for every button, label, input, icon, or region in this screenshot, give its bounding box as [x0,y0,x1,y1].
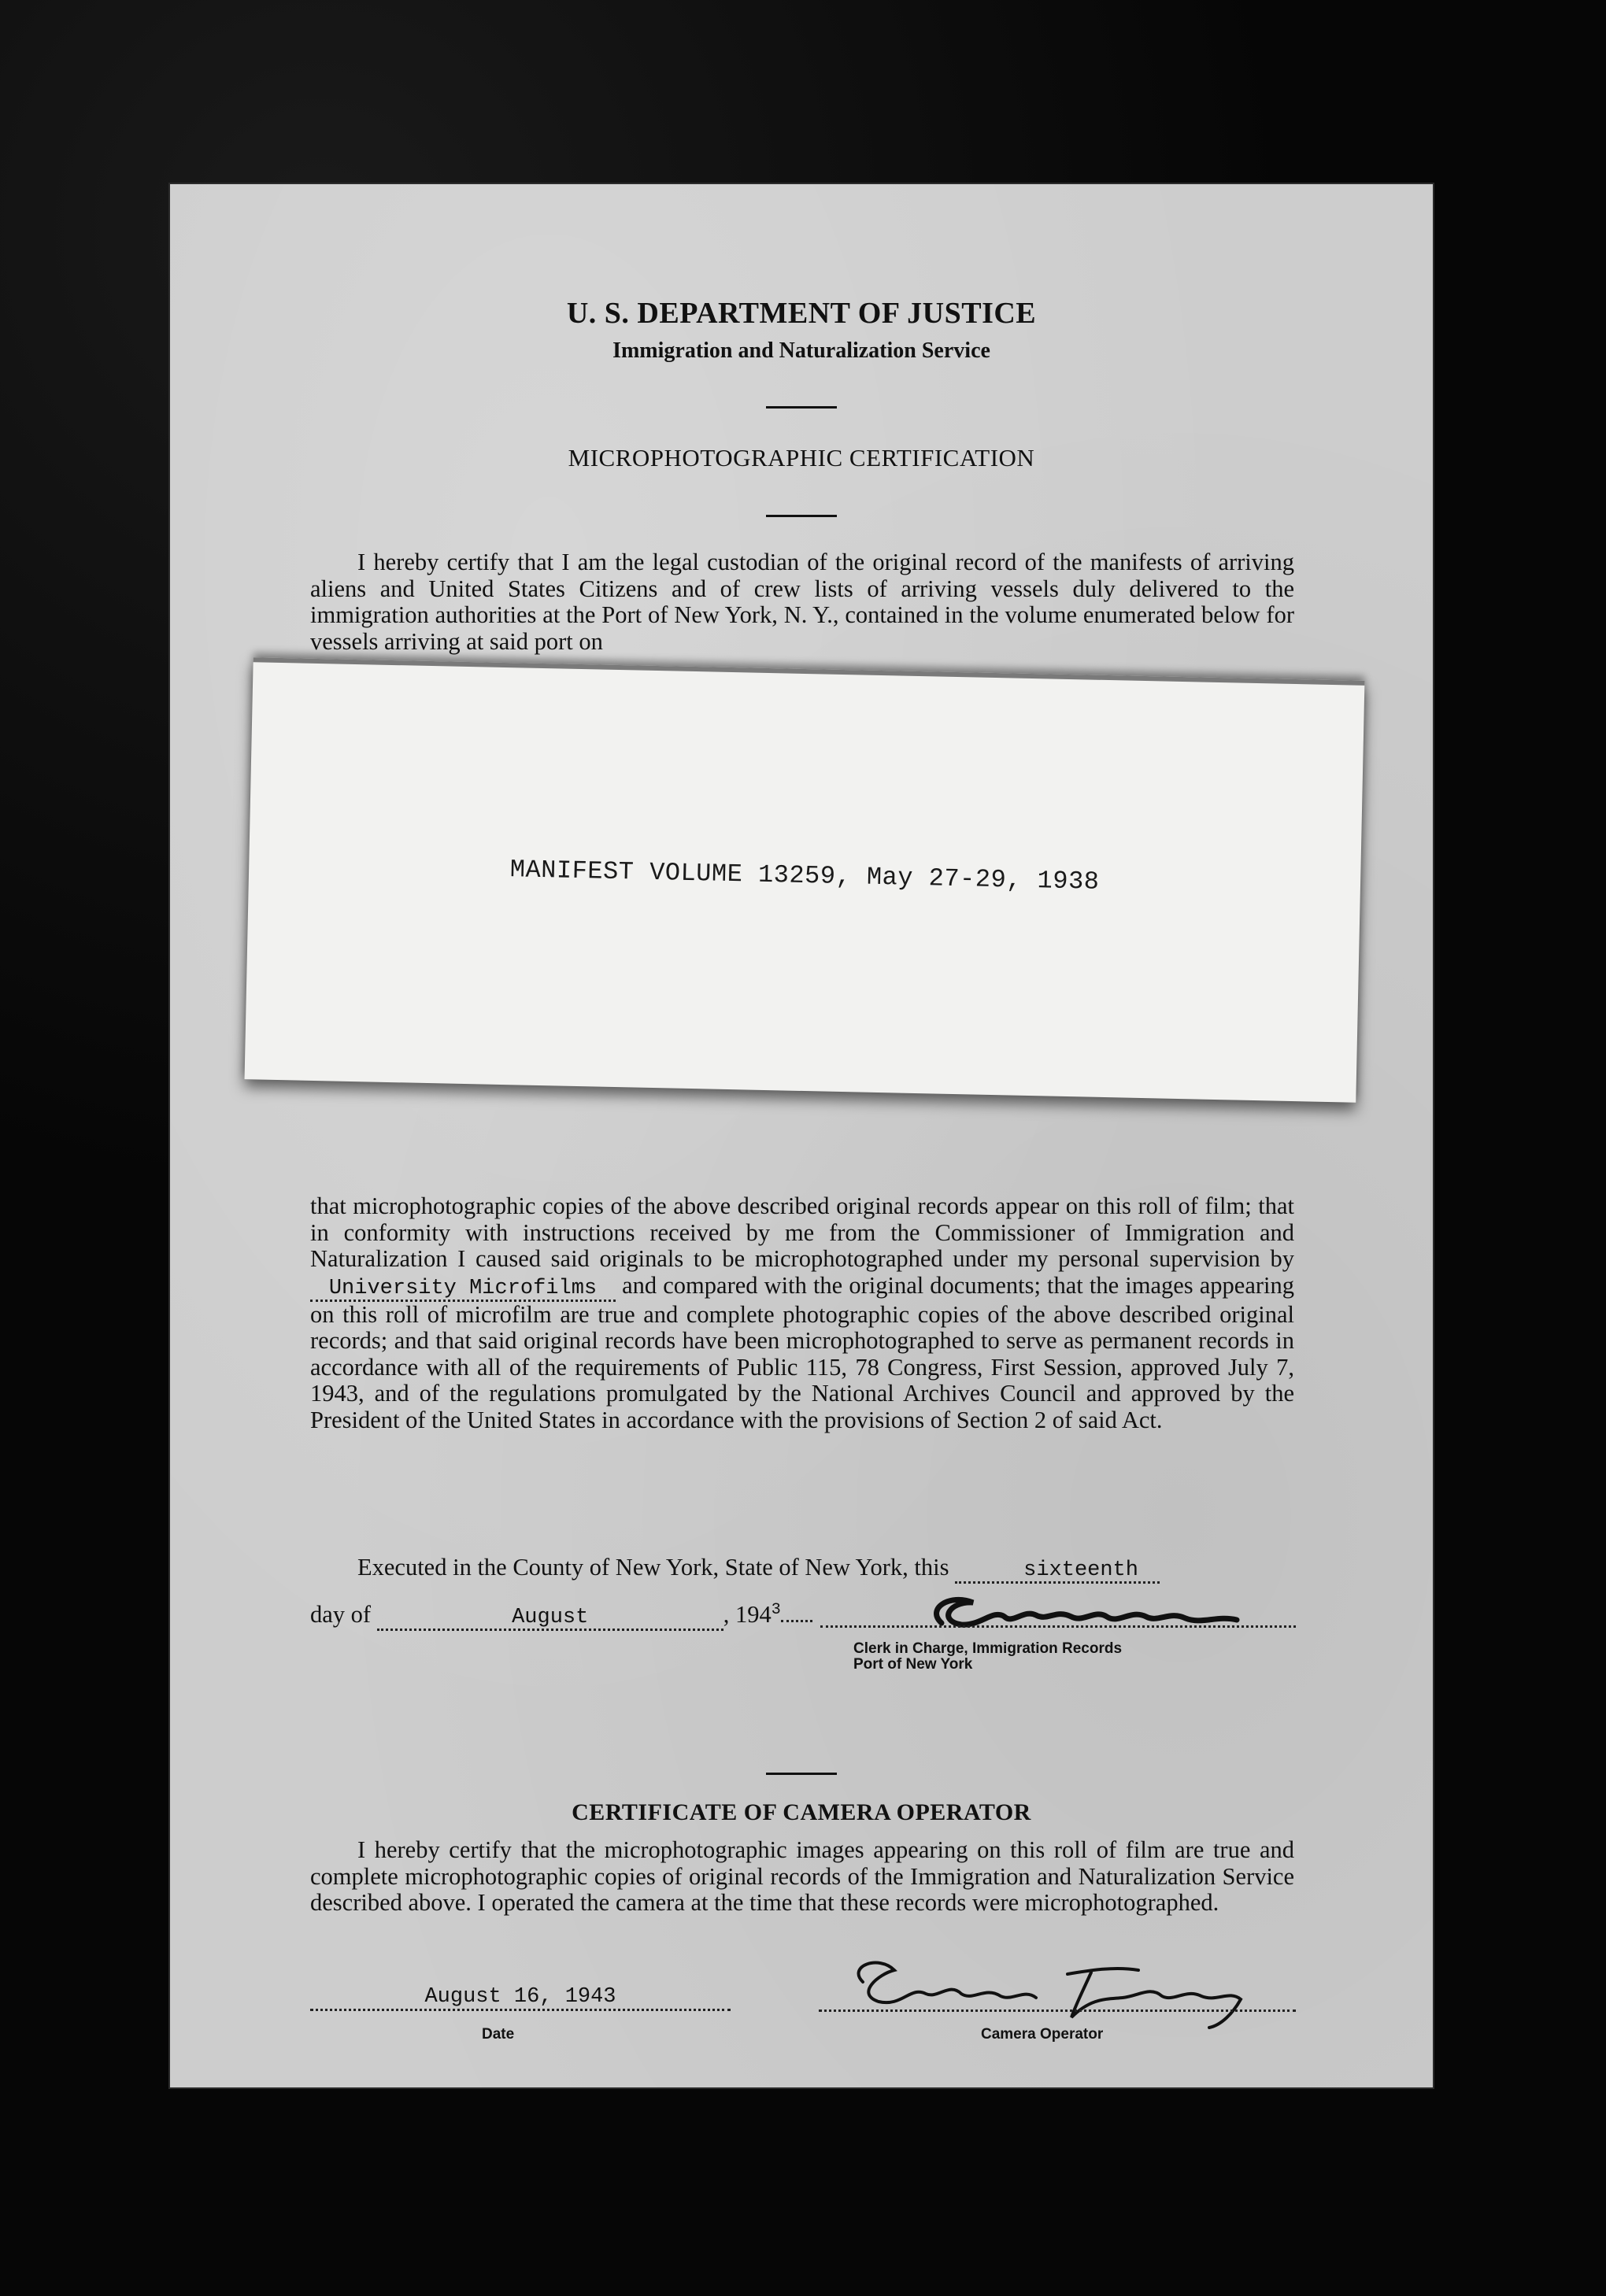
clerk-caption: Clerk in Charge, Immigration Records [853,1640,1123,1657]
clerk-signature-line [820,1625,1296,1628]
executed-text: Executed in the County of New York, State of New York, this [357,1554,949,1581]
manifest-slip [245,657,1365,1102]
operator-caption: Camera Operator [981,2026,1104,2043]
records-text-b: and compared with the original documents; that the images appearing on this roll of microfilm are true and complete photographic copies of the above described original records; and that said original records have been microphotographed to serve as permanent records in accordance with all of the requirements of Public 115, 78 Congress, First Session, approved July 7, 1943, and of the regulations promulgated by the National Archives Council and approved by the President of the United States in accordance with the provisions of Section 2 of said Act. [310,1271,1295,1433]
date-line [310,1601,812,1631]
operator-signature-image [831,1950,1280,2029]
divider-rule [766,515,837,517]
department-heading: U. S. DEPARTMENT OF JUSTICE [566,297,1037,330]
custodian-paragraph: I hereby certify that I am the legal custodian of the original record of the manifests of arriving aliens and United States Citizens and of crew lists of arriving vessels duly delivered to the immigration authorities at the Port of New York, N. Y., contained in the volume enumerated below for vessels arriving at said port on [310,549,1294,655]
records-paragraph [310,1193,1294,1433]
divider-rule [766,406,837,409]
records-text-a: that microphotographic copies of the above described original records appear on this roll of film; that in conformity with instructions received by me from the Commissioner of Immigration and Naturalization I caused said originals to be microphotographed under my personal supervision by [310,1192,1294,1272]
certificate-document [170,184,1433,2087]
clerk-port-caption: Port of New York [853,1656,973,1673]
year-prefix: , 194 [723,1601,772,1629]
certification-title: MICROPHOTOGRAPHIC CERTIFICATION [568,444,1035,471]
clerk-signature-image [918,1585,1249,1645]
service-subheading: Immigration and Naturalization Service [612,338,990,363]
manifest-volume-label: MANIFEST VOLUME 13259, May 27-29, 1938 [509,855,1100,897]
day-of-label: day of [310,1601,372,1629]
date-caption: Date [482,2026,515,2043]
divider-rule [766,1773,837,1775]
camera-operator-paragraph: I hereby certify that the microphotographic images appearing on this roll of film are true and complete microphotographic copies of original records of the Immigration and Naturalization Service described above. I operated the camera at the time that these records were microphotographed. [310,1836,1294,1916]
camera-operator-title: CERTIFICATE OF CAMERA OPERATOR [572,1799,1031,1825]
operator-signature-line [819,2009,1296,2012]
date-field: August 16, 1943 [310,1985,731,2011]
year-digit: 3 [771,1601,781,1619]
executed-day-field: sixteenth [955,1559,1160,1584]
month-field: August [377,1606,723,1631]
executed-line [310,1554,1294,1584]
year-dots [781,1620,812,1622]
supervisor-field: University Microfilms [310,1277,616,1302]
